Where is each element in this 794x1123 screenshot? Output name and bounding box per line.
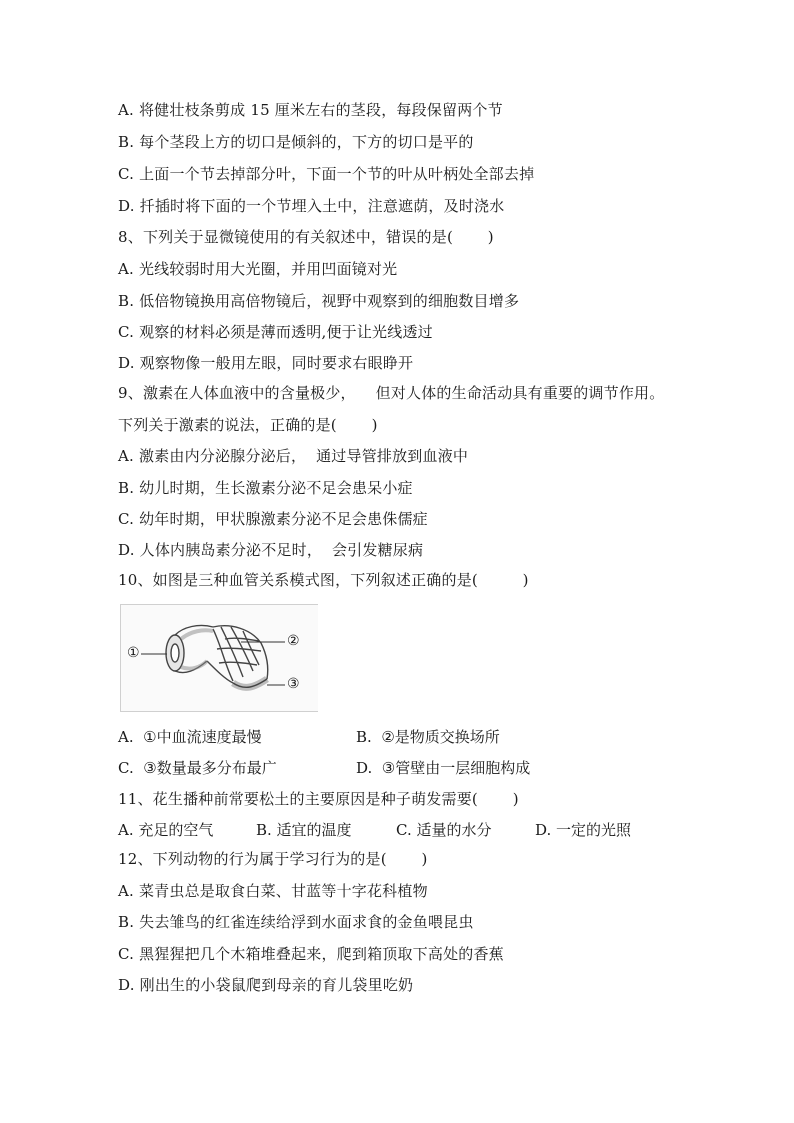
- q7-option-c: C. 上面一个节去掉部分叶，下面一个节的叶从叶柄处全部去掉: [118, 165, 535, 183]
- q12-option-c: C. 黑猩猩把几个木箱堆叠起来，爬到箱顶取下高处的香蕉: [118, 945, 504, 963]
- q11-option-d: D. 一定的光照: [535, 821, 632, 839]
- q8-option-a: A. 光线较弱时用大光圈，并用凹面镜对光: [118, 260, 398, 278]
- q11-option-b: B. 适宜的温度: [256, 821, 352, 839]
- q8-option-b: B. 低倍物镜换用高倍物镜后，视野中观察到的细胞数目增多: [118, 292, 520, 310]
- q7-option-a: A. 将健壮枝条剪成 15 厘米左右的茎段，每段保留两个节: [118, 101, 503, 119]
- q10-option-b: B. ②是物质交换场所: [356, 728, 500, 746]
- diagram-label-1: ①: [127, 645, 140, 661]
- q10-stem: 10、如图是三种血管关系模式图，下列叙述正确的是( ): [118, 571, 529, 589]
- q10-option-d: D. ③管壁由一层细胞构成: [356, 759, 531, 777]
- blood-vessel-diagram: [120, 604, 318, 712]
- q9-option-c: C. 幼年时期，甲状腺激素分泌不足会患侏儒症: [118, 510, 428, 528]
- q9-stem-line1: 9、激素在人体血液中的含量极少， 但对人体的生命活动具有重要的调节作用。: [118, 384, 665, 402]
- diagram-label-2: ②: [287, 633, 300, 649]
- q12-option-d: D. 刚出生的小袋鼠爬到母亲的育儿袋里吃奶: [118, 976, 414, 994]
- q12-option-a: A. 菜青虫总是取食白菜、甘蓝等十字花科植物: [118, 882, 428, 900]
- q9-option-b: B. 幼儿时期，生长激素分泌不足会患呆小症: [118, 479, 413, 497]
- q11-option-c: C. 适量的水分: [396, 821, 492, 839]
- q11-stem: 11、花生播种前常要松土的主要原因是种子萌发需要( ): [118, 790, 519, 808]
- q9-option-a: A. 激素由内分泌腺分泌后， 通过导管排放到血液中: [118, 447, 469, 465]
- q10-option-a: A. ①中血流速度最慢: [118, 728, 262, 746]
- q9-option-d: D. 人体内胰岛素分泌不足时， 会引发糖尿病: [118, 541, 424, 559]
- q12-stem: 12、下列动物的行为属于学习行为的是( ): [118, 850, 428, 868]
- q7-option-b: B. 每个茎段上方的切口是倾斜的，下方的切口是平的: [118, 133, 474, 151]
- diagram-label-3: ③: [287, 676, 300, 692]
- q7-option-d: D. 扦插时将下面的一个节埋入土中，注意遮荫，及时浇水: [118, 197, 505, 215]
- q12-option-b: B. 失去雏鸟的红雀连续给浮到水面求食的金鱼喂昆虫: [118, 913, 474, 931]
- q10-option-c: C. ③数量最多分布最广: [118, 759, 277, 777]
- q8-option-c: C. 观察的材料必须是薄而透明,便于让光线透过: [118, 323, 433, 341]
- q8-stem: 8、下列关于显微镜使用的有关叙述中，错误的是( ): [118, 228, 494, 246]
- q8-option-d: D. 观察物像一般用左眼，同时要求右眼睁开: [118, 354, 414, 372]
- q11-option-a: A. 充足的空气: [118, 821, 214, 839]
- q9-stem-line2: 下列关于激素的说法，正确的是( ): [118, 416, 378, 434]
- blood-vessel-illustration: [121, 605, 318, 711]
